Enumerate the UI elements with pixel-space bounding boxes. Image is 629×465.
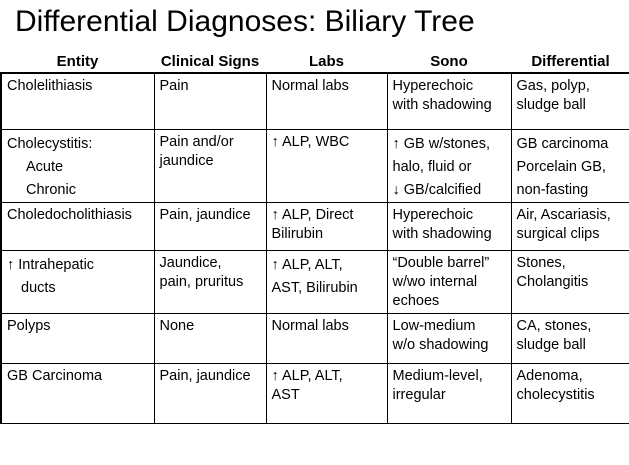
header-sono: Sono (430, 52, 468, 70)
cell-line: Chronic (26, 182, 76, 198)
cell-line: with shadowing (392, 226, 492, 242)
cell-line: ducts (21, 280, 56, 296)
cell-line: Porcelain GB, (516, 159, 606, 175)
cell-sono (387, 73, 511, 130)
cell-line: Cholelithiasis (7, 78, 93, 94)
cell-line: Normal labs (271, 318, 349, 334)
cell-differential (511, 314, 629, 364)
cell-line: Stones, (516, 255, 566, 271)
cell-line: Normal labs (271, 78, 349, 94)
cell-labs (266, 251, 387, 314)
cell-line: halo, fluid or (392, 159, 472, 175)
cell-line: Pain, jaundice (159, 207, 251, 223)
cell-line: sludge ball (516, 97, 586, 113)
cell-line: ↑ ALP, WBC (271, 134, 350, 150)
cell-clinical (154, 364, 266, 424)
cell-line: Bilirubin (271, 226, 324, 242)
cell-sono (387, 314, 511, 364)
header-differential: Differential (531, 52, 610, 70)
cell-entity (1, 251, 154, 314)
cell-sono (387, 130, 511, 203)
cell-differential (511, 130, 629, 203)
table-row (1, 203, 629, 251)
table-row (1, 130, 629, 203)
cell-line: GB Carcinoma (7, 368, 103, 384)
cell-labs (266, 130, 387, 203)
table-row (1, 364, 629, 424)
cell-line: Hyperechoic (392, 78, 474, 94)
cell-line: GB carcinoma (516, 136, 609, 152)
cell-line: None (159, 318, 195, 334)
cell-differential (511, 203, 629, 251)
cell-sono (387, 364, 511, 424)
cell-sono (387, 203, 511, 251)
header-labs: Labs (308, 52, 344, 70)
header-row (1, 50, 629, 73)
header-clinical-signs: Clinical Signs (160, 52, 260, 70)
cell-line: Jaundice, (159, 255, 222, 271)
cell-line: Hyperechoic (392, 207, 474, 223)
cell-differential (511, 73, 629, 130)
cell-clinical (154, 251, 266, 314)
cell-line: ↑ GB w/stones, (392, 136, 491, 152)
cell-entity (1, 130, 154, 203)
cell-line: Low-medium (392, 318, 476, 334)
cell-line: Pain (159, 78, 189, 94)
cell-line: Gas, polyp, (516, 78, 590, 94)
cell-line: cholecystitis (516, 387, 595, 403)
cell-line: ↑ ALP, Direct (271, 207, 354, 223)
differential-table (0, 50, 629, 424)
cell-line: Medium-level, (392, 368, 483, 384)
cell-line: “Double barrel” (392, 255, 490, 271)
cell-line: Cholecystitis: (7, 136, 93, 152)
table-row (1, 251, 629, 314)
cell-labs (266, 203, 387, 251)
cell-entity (1, 364, 154, 424)
cell-line: AST, Bilirubin (271, 280, 358, 296)
cell-entity (1, 314, 154, 364)
page-title: Differential Diagnoses: Biliary Tree (15, 5, 475, 38)
cell-clinical (154, 314, 266, 364)
cell-line: jaundice (159, 153, 214, 169)
cell-line: Polyps (7, 318, 51, 334)
cell-line: AST (271, 387, 300, 403)
header-entity: Entity (56, 52, 99, 70)
cell-line: sludge ball (516, 337, 586, 353)
cell-sono (387, 251, 511, 314)
cell-line: pain, pruritus (159, 274, 244, 290)
cell-line: Adenoma, (516, 368, 583, 384)
cell-line: Choledocholithiasis (7, 207, 132, 223)
cell-line: CA, stones, (516, 318, 592, 334)
cell-line: surgical clips (516, 226, 600, 242)
cell-labs (266, 314, 387, 364)
cell-line: non-fasting (516, 182, 589, 198)
cell-line: ↑ ALP, ALT, (271, 257, 343, 273)
cell-line: Pain and/or (159, 134, 234, 150)
cell-line: Pain, jaundice (159, 368, 251, 384)
cell-line: Cholangitis (516, 274, 589, 290)
cell-entity (1, 73, 154, 130)
cell-differential (511, 364, 629, 424)
cell-line: with shadowing (392, 97, 492, 113)
cell-line: w/wo internal (392, 274, 478, 290)
cell-differential (511, 251, 629, 314)
cell-line: Air, Ascariasis, (516, 207, 611, 223)
cell-clinical (154, 73, 266, 130)
cell-line: ↓ GB/calcified (392, 182, 482, 198)
cell-labs (266, 364, 387, 424)
cell-line: ↑ ALP, ALT, (271, 368, 343, 384)
table-row (1, 73, 629, 130)
cell-line: Acute (26, 159, 64, 175)
cell-line: irregular (392, 387, 446, 403)
cell-clinical (154, 203, 266, 251)
cell-labs (266, 73, 387, 130)
cell-line: w/o shadowing (392, 337, 489, 353)
table-row (1, 314, 629, 364)
cell-clinical (154, 130, 266, 203)
cell-line: echoes (392, 293, 440, 309)
cell-entity (1, 203, 154, 251)
cell-line: ↑ Intrahepatic (7, 257, 95, 273)
